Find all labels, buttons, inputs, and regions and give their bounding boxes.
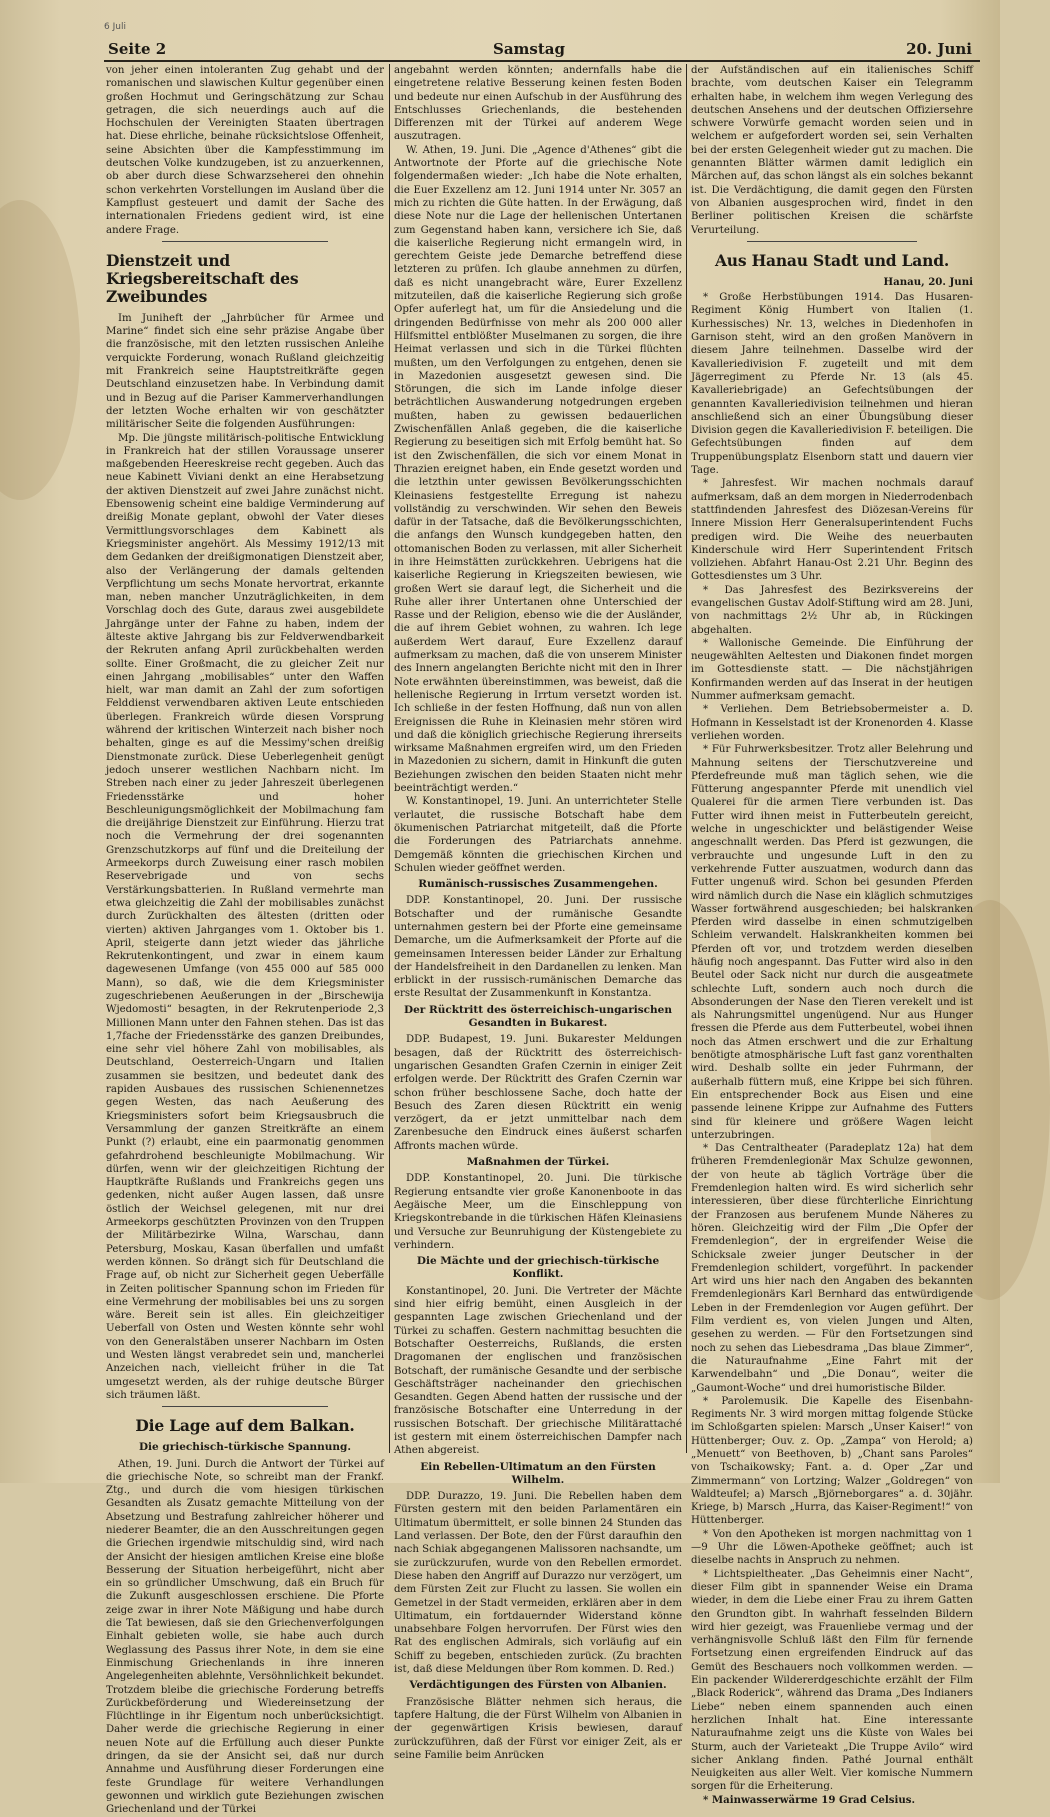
article-subheading: Die griechisch-türkische Spannung. bbox=[138, 1441, 352, 1454]
news-item: * Große Herbstübungen 1914. Das Husaren-Regiment König Humbert von Italien (1. Kurhessisches) Nr. 13, welches in Diedenhofen in Garnison steht, wird an den großen Manövern in diesem Jahre teilnehmen. Dasselbe wird der Kavalleriedivision F. zugeteilt und mit dem Jägerregiment zu Pferde Nr. 13 (als 45. Kavalleriebrigade) an Gefechtsübungen der genannten Kavalleriedivision teilnehmen und hieran anschließend sich an einer Übungsübung dieser Division gegen die Kavalleriedivision F. beteiligen. Die Gefechtsübungen finden auf dem Truppenübungsplatz Elsenborn statt und dauern vier Tage. bbox=[691, 292, 973, 477]
paper-stain bbox=[0, 200, 80, 500]
divider bbox=[162, 1406, 329, 1407]
article-text: Im Juniheft der „Jahrbücher für Armee und Marine“ findet sich eine sehr präzise Angabe über die französische, mit den letzten russischen Anleihe verquickte Forderung, wonach Rußland gleichzeitig mit Frankreich seine Hauptstreitkräfte gegen Deutschland einzusetzen habe. In Verbindung damit und in Bezug auf die Pariser Kammerverhandlungen der letzten Woche erhalten wir von geschätzter militärischer Seite die folgenden Ausführungen: bbox=[106, 312, 384, 431]
article-subheading: Ein Rebellen-Ultimatum an den Fürsten Wilhelm. bbox=[420, 1460, 656, 1486]
news-item: * Verliehen. Dem Betriebsobermeister a. D. Hofmann in Kesselstadt ist der Kronenorden 4. Klasse verliehen worden. bbox=[691, 704, 973, 742]
article-text: Athen, 19. Juni. Durch die Antwort der Türkei auf die griechische Note, so schreibt man der Frankf. Ztg., und durch die vom hiesigen türkischen Gesandten als Zusatz gemachte Mitteilung von der Absetzung und Bestrafung zahlreicher höherer und niederer Beamter, die an den Ausschreitungen gegen die Griechen irgendwie mitschuldig sind, wird nach der Ansicht der hiesigen amtlichen Kreise eine bloße Besserung der Situation herbeigeführt, nicht aber ein so gründlicher Umschwung, daß ein Bruch für die Zukunft ausgeschlossen erschiene. Die Pforte zeige zwar in ihrer Note Mäßigung und habe durch die Tat bewiesen, daß sie den Griechenverfolgungen Einhalt gebieten wolle, sie habe auch durch Weglassung des Passus ihrer Note, in dem sie eine Einmischung Griechenlands in ihre inneren Angelegenheiten ablehnte, Versöhnlichkeit bekundet. Trotzdem bleibe die griechische Forderung betreffs Zurückbeförderung und Wiedereinsetzung der Flüchtlinge in ihr Eigentum noch unberücksichtigt. Daher werde die griechische Regierung in einer neuen Note auf die Erfüllung auch dieser Punkte dringen, da sie der Ansicht sei, daß nur durch Annahme und Ausführung dieser Forderungen eine feste Grundlage für weitere Verhandlungen gewonnen und wirklich gute Beziehungen zwischen Griechenland und der Türkei bbox=[106, 1458, 384, 1816]
news-item: * Für Fuhrwerksbesitzer. Trotz aller Belehrung und Mahnung seitens der Tierschutzvereine und Pferdefreunde muß man täglich sehen, wie die Fütterung angespannter Pferde mit unendlich viel Qualerei für die armen Tiere verbunden ist. Das Futter wird ihnen meist in Futterbeuteln gereicht, welche in ungeschickter und belästigender Weise angeschnallt werden. Das Pferd ist gezwungen, die verbrauchte und ungesunde Luft in den zu verkehrende Futter auszuatmen, wodurch dann das Futter ungenuß wird. Schon bei gesunden Pferden wird nämlich durch die Nase ein kläglich schmutziges Wasser fortwährend ausgeschieden; bei halskranken Pferden wird dasselbe in einen schmutzigelben Schleim verwandelt. Halskrankheiten kommen bei Pferden oft vor, und trotzdem werden dieselben häufig noch angespannt. Das Futter wird also in den Beutel oder Sack nicht nur durch die ausgeatmete schlechte Luft, sondern auch noch durch die Absonderungen der Nase den Tieren verekelt und ist als Nahrungsmittel ungenügend. Nur aus Hunger fressen die Pferde aus dem Futterbeutel, wobei ihnen noch das Atmen erschwert und die zur Erhaltung benötigte atmosphärische Luft fast ganz vorenthalten wird. Deshalb sollte ein jeder Fuhrmann, der außerhalb füttern muß, eine Krippe bei sich führen. Ein entsprechender Bock aus Eisen und eine passende leinene Krippe zur Aufnahme des Futters sind für kleinere und größere Wagen leicht unterzubringen. bbox=[691, 744, 973, 1141]
news-item: * Das Jahresfest des Bezirksvereins der evangelischen Gustav Adolf-Stiftung wird am 28. Juni, von nachmittags 2½ Uhr ab, in Rückingen abgehalten. bbox=[691, 584, 973, 636]
article-subheading: Die Mächte und der griechisch-türkische Konflikt. bbox=[416, 1255, 660, 1281]
dateline: Hanau, 20. Juni bbox=[883, 275, 973, 288]
news-item: * Das Centraltheater (Paradeplatz 12a) hat dem früheren Fremdenlegionär Max Schulze gewonnen, der von heute ab täglich Vorträge über die Fremdenlegion halten wird. Es wird sicherlich sehr interessieren, über diese fürchterliche Einrichtung der Franzosen aus berufenem Munde Näheres zu hören. Gleichzeitig wird der Film „Die Opfer der Fremdenlegion“, der in ergreifender Weise die Schicksale zweier junger Deutscher in der Fremdenlegion schildert, vorgeführt. In packender Art wird uns hier nach den Angaben des bekannten Fremdenlegionärs Karl Bernhard das entwürdigende Leben in der Fremdenlegion vor Augen geführt. Der Film verdient es, von vielen Jungen und Alten, gesehen zu werden. — Für den Fortsetzungen sind noch zu sehen das Liebesdrama „Das blaue Zimmer“, die Naturaufnahme „Eine Fahrt mit der Karwendelbahn“ und „Die Donau“, weiter die „Gaumont-Woche“ und drei humoristische Bilder. bbox=[691, 1143, 973, 1394]
news-item: * Lichtspieltheater. „Das Geheimnis einer Nacht“, dieser Film gibt in spannender Weise ein Drama wieder, in dem die Liebe einer Frau zu ihrem Gatten den Grundton gibt. In wahrhaft fesselnden Bildern wird hier gezeigt, was Frauenliebe vermag und der verhängnisvolle Schluß läßt den Film für fernende Fortsetzung einen ergreifenden Eindruck auf das Gemüt des Beschauers noch vollkommen werden. — Ein packender Wildererdgeschichte erzählt der Film „Black Roderick“, während das Drama „Des Indianers Liebe“ neben einem spannenden auch einen herzlichen Inhalt hat. Eine interessante Naturaufnahme zeigt uns die Küste von Wales bei Sturm, auch der Varieteakt „Die Truppe Avilo“ wird sicher Anklang finden. Pathé Journal enthält Neuigkeiten aus aller Welt. Vier komische Nummern sorgen für die Erheiterung. bbox=[691, 1568, 973, 1793]
article-text: von jeher einen intoleranten Zug gehabt und der romanischen und slawischen Kultur gegenüber einen großen Hochmut und Geringschätzung zur Schau getragen, die sich neuerdings auch auf die Hochschulen der Vereinigten Staaten übertragen hat. Diese ehrliche, beinahe rücksichtslose Offenheit, seine Absichten über die Kampfesstimmung im deutschen Volke kundzugeben, ist zu anzuerkennen, ob aber durch diese Schwarzseherei den ohnehin schon verkehrten Vorstellungen im Ausland über die Kampflust gesteuert und damit der Sache des internationalen Friedens gedient wird, ist eine andere Frage. bbox=[106, 65, 384, 236]
section-heading: Aus Hanau Stadt und Land. bbox=[714, 250, 950, 270]
article-text: DDP. Konstantinopel, 20. Juni. Die türkische Regierung entsandte vier große Kanonenboote in das Aegäische Meer, um die Einschleppung von Kriegskontrebande in die türkischen Häfen Kleinasiens und Versuche zur Beunruhigung der Küstengebiete zu verhindern. bbox=[394, 1173, 682, 1251]
article-text: W. Konstantinopel, 19. Juni. An unterrichteter Stelle verlautet, die russische Botschaft habe dem ökumenischen Patriarchat mitgeteilt, daß die Pforte die Forderungen des Patriarchats annehme. Demgemäß könnten die griechischen Kirchen und Schulen wieder geöffnet werden. bbox=[394, 796, 682, 874]
article-text: Mp. Die jüngste militärisch-politische Entwicklung in Frankreich hat der stillen Voraussage unserer maßgebenden Heereskreise recht gegeben. Auch das neue Kabinett Viviani denkt an eine Herabsetzung der aktiven Dienstzeit auf zwei Jahre zunächst nicht. Ebensowenig scheint eine baldige Verminderung auf dreißig Monate geplant, obwohl der Vater dieses Vermittlungsvorschlages dem Kabinett als Kriegsminister angehört. Als Messimy 1912/13 mit dem Gedanken der dreißigmonatigen Dienstzeit aber, also der Verlängerung der damals geltenden Verpflichtung um sechs Monate hervortrat, erkannte man, neben mancher Unzuträglichkeiten, in dem Vorschlag doch des Gute, daraus zwei ausgebildete Jahrgänge unter der Fahne zu haben, indem der älteste aktive Jahrgang bis zur Feldverwendbarkeit der Rekruten anfang April zurückbehalten werden sollte. Einer Großmacht, die zu gleicher Zeit nur einen Jahrgang „mobilisables“ unter den Waffen hielt, war man damit an Zahl der zum sofortigen Felddienst verwendbaren aktiven Leute entschieden überlegen. Frankreich würde diesen Vorsprung während der kritischen Winterzeit nach bisher noch behalten, ginge es auf die Messimy'schen dreißig Dienstmonate zurück. Diese Ueberlegenheit genügt jedoch unserer westlichen Nachbarn nicht. Im Streben nach einer zu jeder Jahreszeit überlegenen Friedensstärke und hoher Beschleunigungsmöglichkeit der Mobilmachung fam die dreijährige Dienstzeit zur Einführung. Hierzu trat noch die Vermehrung der drei sogenannten Grenzschutzkorps auf fünf und die Dreiteilung der Armeekorps durch Zuweisung einer rasch mobilen Reservebrigade und von sechs Verstärkungsbatterien. In Rußland vermehrte man etwa gleichzeitig die Zahl der mobilisables zunächst durch Zurückhalten des ältesten (dritten oder vierten) aktiven Jahrganges vom 1. Oktober bis 1. April, steigerte dann jetzt wieder das jährliche Rekrutenkontingent, und zwar in einem kaum dagewesenen Umfange (von 455 000 auf 585 000 Mann), so daß, wie die dem Kriegsminister zugeschriebenen Aeußerungen in der „Birschewija Wjedomosti“ besagten, in der Rekrutenperiode 2,3 Millionen Mann unter den Fahnen stehen. Das ist das 1,7fache der Friedensstärke des ganzen Dreibundes, eine sehr viel höhere Zahl von mobilisables, als Deutschland, Oesterreich-Ungarn und Italien zusammen sie besitzen, und bedeutet dank des rapiden Ausbaues des russischen Schienennetzes gegen Westen, das nach Aeußerung des Kriegsministers sofort beim Kriegsausbruch die Versammlung der ganzen Streitkräfte an einem Punkt (?) erlaubt, eine ein paarmonatig genommen gefahrdrohend beschleunigte Mobilmachung. Wir dürfen, wenn wir der gleichzeitigen Richtung der Hauptkräfte Rußlands und Frankreichs gegen uns gedenken, nicht außer Augen lassen, daß unsre östlich der Weichsel gelegenen, mit nur drei Armeekorps geschützten Provinzen von den Truppen der Militärbezirke Wilna, Warschau, dann Petersburg, Moskau, Kasan überfallen und umfaßt werden können. So drängt sich für Deutschland die Frage auf, ob nicht zur Sicherheit gegen Ueberfälle in Zeiten politischer Spannung schon im Frieden für eine Vermehrung der mobilisables bei uns zu sorgen wäre. Bereit sein ist alles. Ein gleichzeitiger Ueberfall von Osten und Westen könnte sehr wohl von den Generalstäben unserer Nachbarn im Osten und Westen längst verabredet sein und, mancherlei Anzeichen nach, vielleicht früher in die Tat umgesetzt werden, als der ruhige deutsche Bürger sich träumen läßt. bbox=[106, 432, 384, 1401]
pencil-note: 6 Juli bbox=[104, 22, 126, 32]
article-text: W. Athen, 19. Juni. Die „Agence d'Athenes“ gibt die Antwortnote der Pforte auf die griechische Note folgendermaßen wieder: „Ich habe die Note erhalten, die Euer Exzellenz am 12. Juni 1914 unter Nr. 3057 an mich zu richten die Güte hatten. In der Erwägung, daß diese Note nur die Lage der hellenischen Untertanen zum Gegenstand haben kann, versichere ich Sie, daß die kaiserliche Regierung nicht ermangeln wird, in gerechtem Geiste jede Demarche betreffend diese letzteren zu prüfen. Ich glaube annehmen zu dürfen, daß es nicht unangebracht wäre, Eurer Exzellenz mitzuteilen, daß die kaiserliche Regierung sich große Opfer auferlegt hat, um für die Ansiedelung und die dringenden Bedürfnisse von mehr als 200 000 aller Hilfsmittel entblößter Muselmanen zu sorgen, die ihre Heimat verlassen und sich in die Türkei flüchten mußten, um den Verfolgungen zu entgehen, denen sie in Mazedonien ausgesetzt gewesen sind. Die Störungen, die sich im Lande infolge dieser beträchtlichen Auswanderung notgedrungen ergeben mußten, haben zu gewissen bedauerlichen Zwischenfällen Anlaß gegeben, die die kaiserliche Regierung zu beseitigen sich mit Erfolg bemüht hat. So ist den Zwischenfällen, die sich vor einem Monat in Thrazien ereignet haben, ein Ende gesetzt worden und die letzthin unter gewissen Bevölkerungsschichten Kleinasiens festgestellte Erregung ist nahezu vollständig zu verschwinden. Wir sehen den Beweis dafür in der Tatsache, daß die Bevölkerungsschichten, die anfangs den Wunsch kundgegeben hatten, den ottomanischen Boden zu verlassen, mit aller Sicherheit in ihre Heimstätten zurückkehren. Uebrigens hat die kaiserliche Regierung in Kriegszeiten bewiesen, wie großen Wert sie darauf legt, die Sicherheit und die Ruhe aller ihrer Untertanen ohne Unterschied der Rasse und der Religion, ebenso wie die der Ausländer, die auf ihrem Gebiet wohnen, zu wahren. Ich lege außerdem Wert darauf, Eure Exzellenz darauf aufmerksam zu machen, daß die von unserem Minister des Innern angelangten Berichte nicht mit den in Ihrer Note erwähnten übereinstimmen, was beweist, daß die hellenische Regierung in Irrtum versetzt worden ist. Ich schließe in der festen Hoffnung, daß nun von allen Ereignissen die Ruhe in Kleinasien mehr stören wird und daß die königlich griechische Regierung ihrerseits wirksame Maßnahmen ergreifen wird, um den Frieden in Mazedonien zu sichern, damit in Hinkunft die guten Beziehungen zwischen den beiden Staaten nicht mehr beeinträchtigt werden.“ bbox=[394, 144, 682, 795]
column-2 bbox=[394, 64, 682, 1761]
article-subheading: Verdächtigungen des Fürsten von Albanien. bbox=[409, 1679, 667, 1692]
article-subheading: Maßnahmen der Türkei. bbox=[466, 1156, 610, 1169]
article-text: DDP. Konstantinopel, 20. Juni. Der russische Botschafter und der rumänische Gesandte unternahmen gestern bei der Pforte eine gemeinsame Demarche, um die Aufmerksamkeit der Pforte auf die gemeinsamen Interessen beider Länder zur Erhaltung der Handelsfreiheit in den Dardanellen zu lenken. Man erblickt in der russisch-rumänischen Demarche das erste Resultat der Zusammenkunft in Konstantza. bbox=[394, 895, 682, 1000]
article-text: Französische Blätter nehmen sich heraus, die tapfere Haltung, die der Fürst Wilhelm von Albanien in der gegenwärtigen Krisis bewiesen, darauf zurückzuführen, daß der Fürst vor einiger Zeit, als er seine Familie beim Anrücken bbox=[394, 1696, 682, 1761]
page-label: Seite 2 bbox=[108, 40, 167, 58]
column-3 bbox=[691, 64, 973, 1806]
header-rule bbox=[104, 60, 980, 62]
column-1 bbox=[106, 64, 384, 1816]
news-item: * Mainwasserwärme 19 Grad Celsius. bbox=[703, 1793, 916, 1806]
article-subheading: Der Rücktritt des österreichisch-ungarischen Gesandten in Bukarest. bbox=[404, 1003, 672, 1030]
article-text: angebahnt werden könnten; andernfalls habe die eingetretene relative Besserung keinen festen Boden und bedeute nur einen Aufschub in der Ausführung des Entschlusses Griechenlands, die bestehenden Differenzen mit der Türkei auf anderem Wege auszutragen. bbox=[394, 65, 682, 143]
page-day: Samstag bbox=[493, 40, 566, 58]
page-header bbox=[108, 40, 980, 62]
column-rule bbox=[389, 64, 390, 1453]
news-item: * Jahresfest. Wir machen nochmals darauf aufmerksam, daß an dem morgen in Niederrodenbach stattfindenden Jahresfest des Diözesan-Vereins für Innere Mission Herr Generalsuperintendent Fuchs predigen wird. Die Weihe des neuerbauten Kinderschule wird Herr Superintendent Fritsch vollziehen. Abfahrt Hanau-Ost 2.21 Uhr. Beginn des Gottesdienstes um 3 Uhr. bbox=[691, 478, 973, 583]
news-item: * Von den Apotheken ist morgen nachmittag von 1—9 Uhr die Löwen-Apotheke geöffnet; auch ist dieselbe nachts in Anspruch zu nehmen. bbox=[691, 1528, 973, 1567]
article-text: DDP. Durazzo, 19. Juni. Die Rebellen haben dem Fürsten gestern mit den beiden Parlamentären ein Ultimatum übermittelt, er solle binnen 24 Stunden das Land verlassen. Der Bote, den der Fürst daraufhin den nach Schiak abgegangenen Malissoren nachsandte, um sie zurückzurufen, wurde von den Rebellen ermordet. Diese haben den Angriff auf Durazzo nur verzögert, um dem Fürsten Zeit zur Flucht zu lassen. Sie wollen ein Gemetzel in der Stadt vermeiden, erklären aber in dem Ultimatum, ein fortdauernder Widerstand könne unabsehbare Folgen hervorrufen. Der Fürst wies den Rat des englischen Admirals, sich vorläufig auf ein Schiff zu begeben, entschieden zurück. (Zu brachten ist, daß diese Meldungen über Rom kommen. D. Red.) bbox=[394, 1491, 682, 1676]
article-subheading: Rumänisch-russisches Zusammengehen. bbox=[418, 878, 658, 891]
article-text: Konstantinopel, 20. Juni. Die Vertreter der Mächte sind hier eifrig bemüht, einen Ausgleich in der gespannten Lage zwischen Griechenland und der Türkei zu schaffen. Gestern nachmittag besuchten die Botschafter Oesterreichs, Rußlands, die ersten Dragomanen der englischen und französischen Botschaft, der rumänische Gesandte und der serbische Geschäftsträger nacheinander den griechischen Gesandten. Gegen Abend hatten der russische und der französische Botschafter eine Unterredung in der russischen Botschaft. Der griechische Militärattaché ist gestern mit einem österreichischen Dampfer nach Athen abgereist. bbox=[394, 1285, 682, 1457]
column-rule bbox=[686, 64, 687, 1453]
news-item: * Wallonische Gemeinde. Die Einführung der neugewählten Aeltesten und Diakonen findet morgen im Gottesdienste statt. — Die nächstjährigen Konfirmanden werden auf das Inserat in der heutigen Nummer aufmerksam gemacht. bbox=[691, 637, 973, 703]
divider bbox=[747, 241, 916, 242]
news-item: * Parolemusik. Die Kapelle des Eisenbahn-Regiments Nr. 3 wird morgen mittag folgende Stücke im Schloßgarten spielen: Marsch „Unser Kaiser!“ von Hüttenberger; Ouv. z. Op. „Zampa“ von Herold; a) „Menuett“ von Beethoven, b) „Chant sans Paroles“ von Tschaikowsky; Fant. a. d. Oper „Zar und Zimmermann“ von Lortzing; Walzer „Goldregen“ von Waldteufel; a) Marsch „Björneborgares“ a. d. 30jähr. Kriege, b) Marsch „Hurra, das Kaiser-Regiment!“ von Hüttenberger. bbox=[691, 1395, 973, 1527]
article-text: DDP. Budapest, 19. Juni. Bukarester Meldungen besagen, daß der Rücktritt des österreichisch-ungarischen Gesandten Grafen Czernin in einiger Zeit erfolgen werde. Der Rücktritt des Grafen Czernin war schon früher beschlossene Sache, doch hatte der Besuch des Zaren diesen Rücktritt ein wenig verzögert, da er jetzt unmittelbar nach dem Zarenbesuche den Eindruck eines äußerst scharfen Affronts machen würde. bbox=[394, 1034, 682, 1152]
article-heading: Dienstzeit und Kriegsbereitschaft des Zweibundes bbox=[106, 250, 299, 306]
page-date: 20. Juni bbox=[906, 40, 972, 58]
divider bbox=[162, 241, 329, 242]
article-text: der Aufständischen auf ein italienisches Schiff brachte, vom deutschen Kaiser ein Telegramm erhalten habe, in welchem ihm wegen Verlegung des deutschen Ansehens und der deutschen Offiziersehre schwere Vorwürfe gemacht worden seien und in welchem er aufgefordert worden sei, sein Verhalten bei der ersten Gelegenheit wieder gut zu machen. Die genannten Blätter wärmen damit lediglich ein Märchen auf, das schon längst als ein solches bekannt ist. Die Verdächtigung, die damit gegen den Fürsten von Albanien ausgesprochen wird, findet in den Berliner politischen Kreisen die schärfste Verurteilung. bbox=[691, 65, 973, 236]
article-heading: Die Lage auf dem Balkan. bbox=[135, 1416, 355, 1436]
